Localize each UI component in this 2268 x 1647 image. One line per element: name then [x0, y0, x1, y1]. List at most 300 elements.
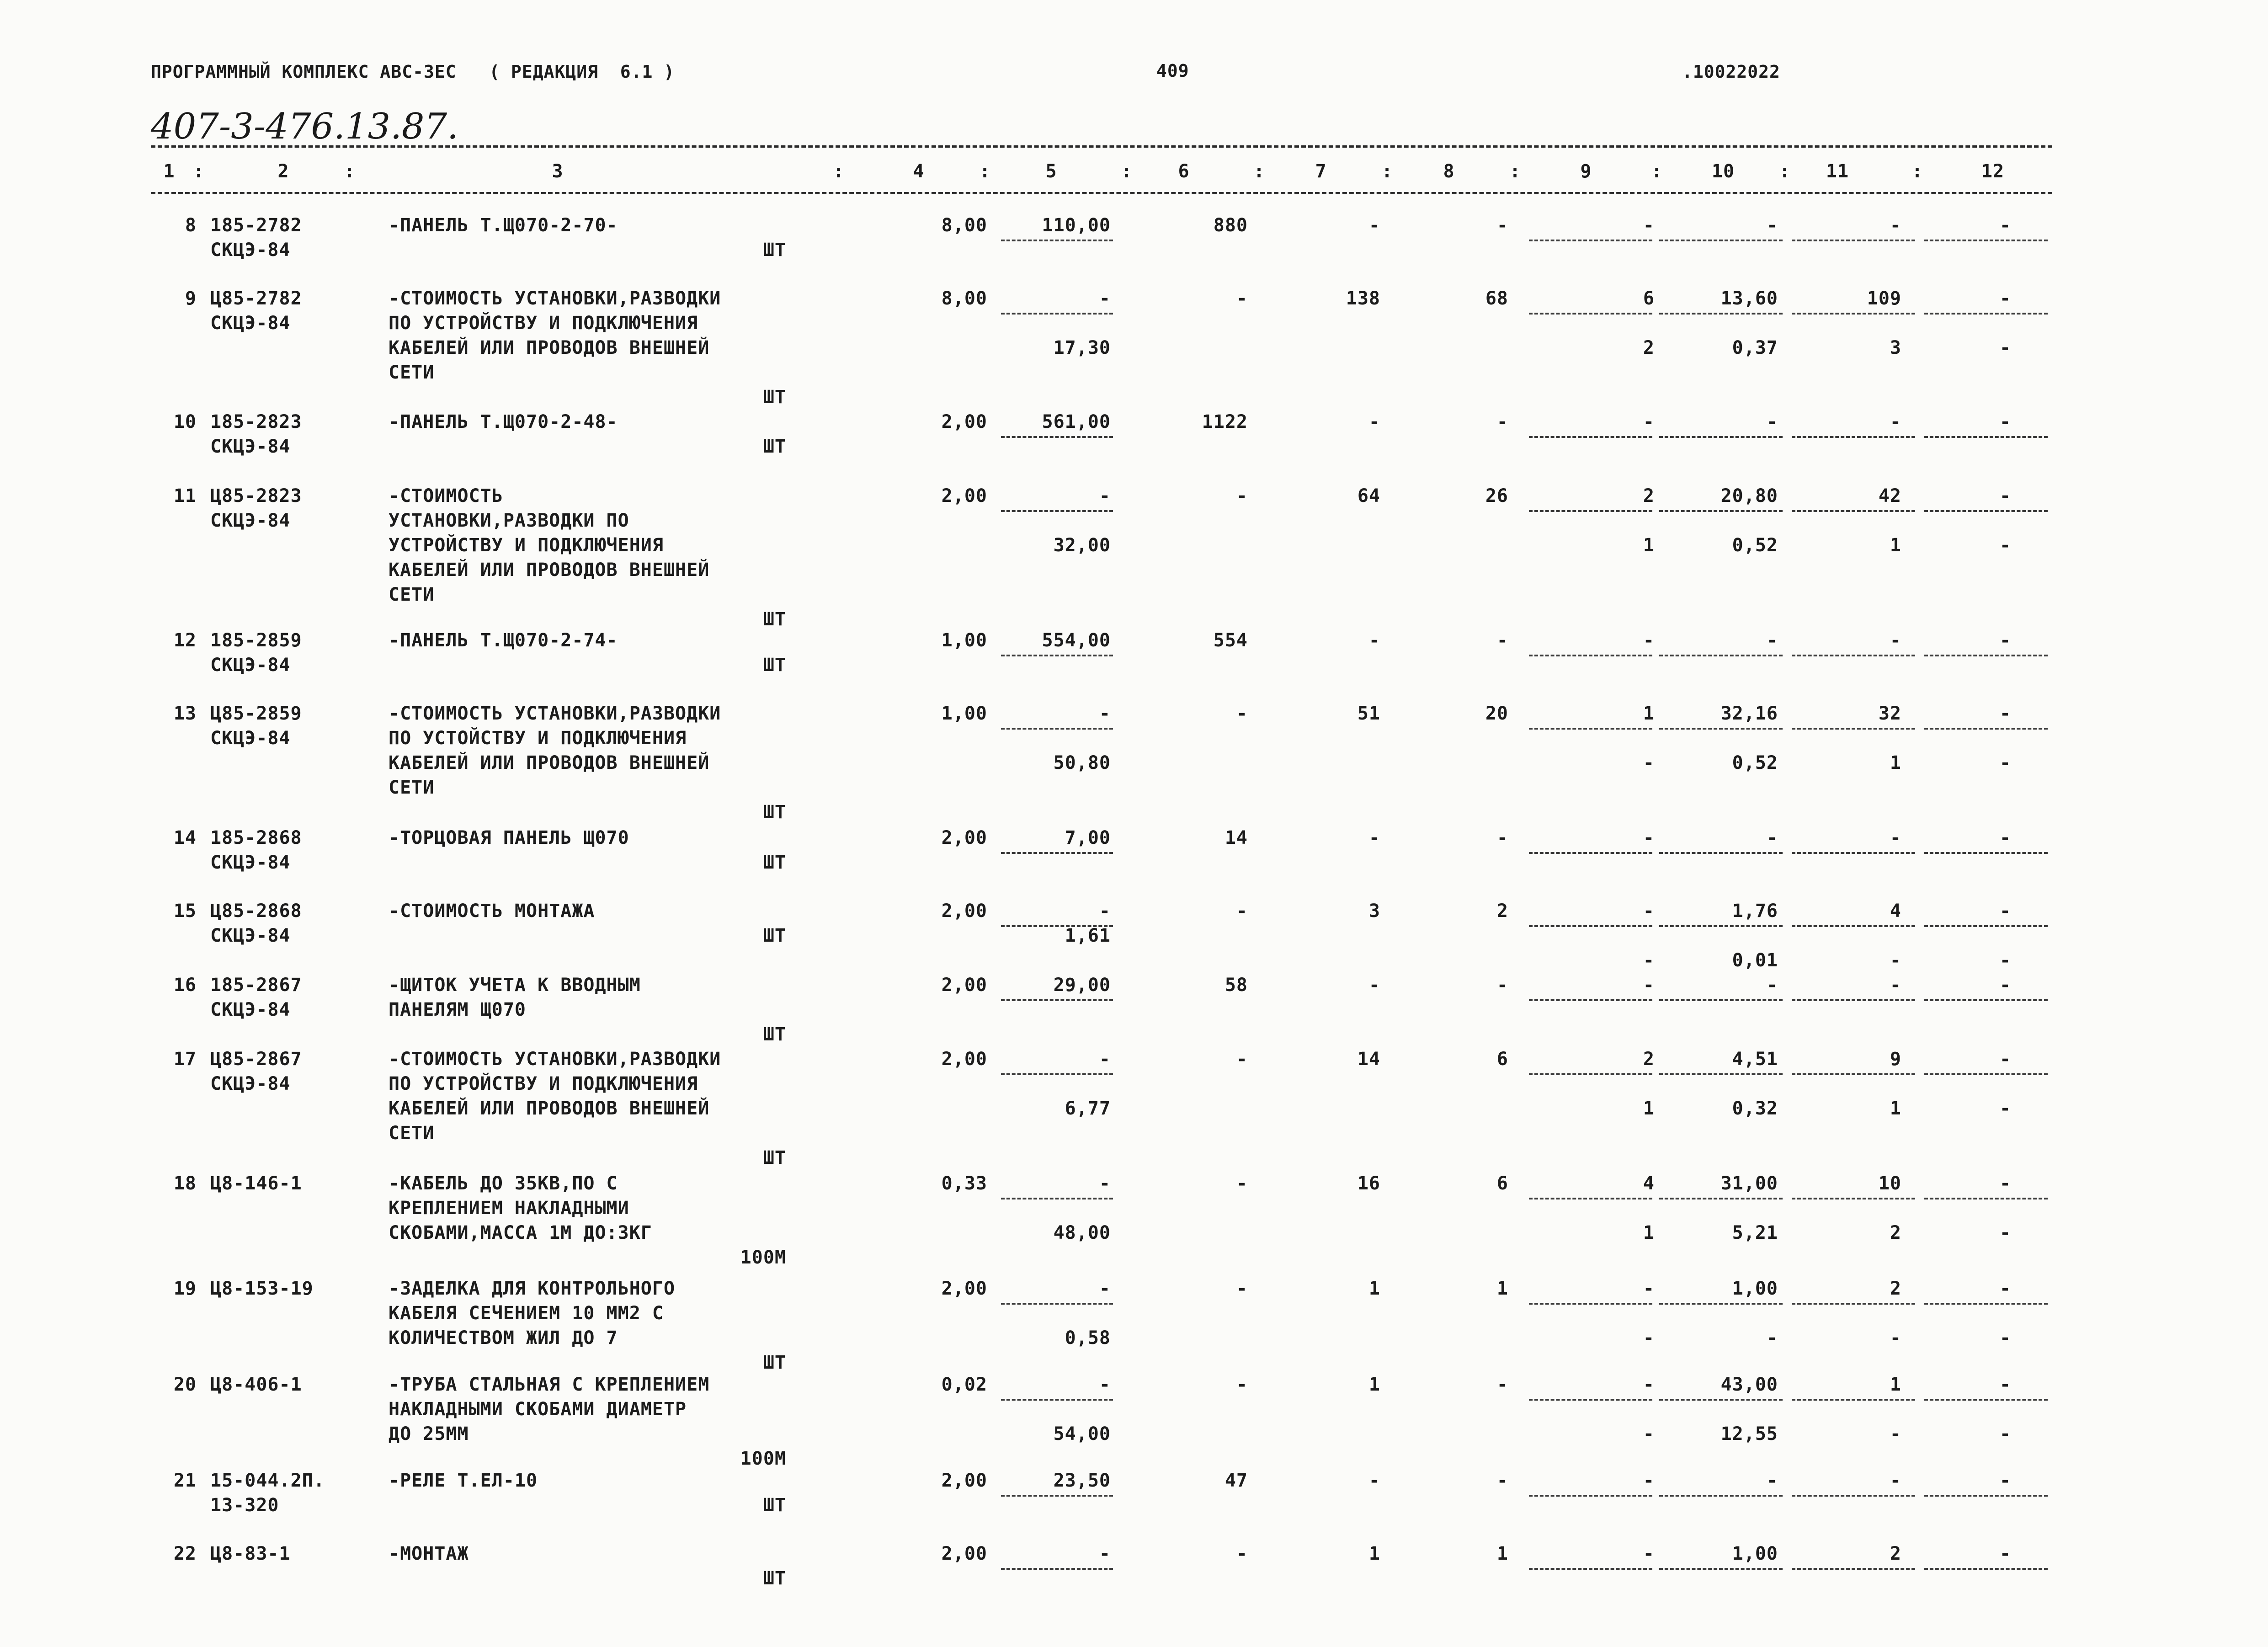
column-header-7: 7 — [1315, 161, 1327, 182]
row-number: 8 — [185, 215, 197, 236]
column-10-subvalue: 5,21 — [1732, 1222, 1778, 1243]
unit-price-wages: 48,00 — [1053, 1222, 1111, 1243]
cell-divider — [1001, 1303, 1113, 1305]
total-cost: 47 — [1225, 1470, 1248, 1491]
item-description: -МОНТАЖ — [389, 1543, 469, 1564]
column-7-value: - — [1368, 1470, 1380, 1491]
cell-divider — [1659, 436, 1783, 438]
cell-divider — [1529, 1198, 1652, 1199]
column-11-subvalue: - — [1890, 1327, 1901, 1349]
cell-divider — [1792, 1399, 1915, 1401]
column-9-value: - — [1643, 1278, 1655, 1299]
column-9-subvalue: 1 — [1643, 535, 1655, 556]
position-code: Ц8-83-1 — [210, 1543, 291, 1564]
position-code: СКЦЭ-84 — [210, 436, 291, 457]
cell-divider — [1001, 728, 1113, 730]
unit-price-wages: 6,77 — [1065, 1098, 1111, 1119]
row-number: 14 — [173, 827, 197, 848]
cell-divider — [1659, 1399, 1783, 1401]
cell-divider — [1659, 925, 1783, 927]
item-description: КОЛИЧЕСТВОМ ЖИЛ ДО 7 — [389, 1327, 618, 1349]
quantity: 2,00 — [941, 975, 987, 996]
item-description: -ЩИТОК УЧЕТА К ВВОДНЫМ — [389, 975, 641, 996]
unit-of-measure: ШТ — [763, 387, 786, 408]
column-9-subvalue: - — [1643, 950, 1655, 971]
cell-divider — [1001, 852, 1113, 854]
total-cost: - — [1236, 1173, 1248, 1194]
column-10-value: 20,80 — [1720, 485, 1778, 506]
column-10-subvalue: 0,37 — [1732, 337, 1778, 358]
item-description: ПО УСТРОЙСТВУ И ПОДКЛЮЧЕНИЯ — [389, 313, 698, 334]
column-10-value: 1,00 — [1732, 1278, 1778, 1299]
column-12-subvalue: - — [1999, 1423, 2011, 1444]
handwritten-project-number: 407-3-476.13.87. — [151, 106, 458, 147]
column-11-value: 109 — [1867, 288, 1901, 309]
column-12-subvalue: - — [1999, 950, 2011, 971]
column-10-value: 31,00 — [1720, 1173, 1778, 1194]
column-header-12: 12 — [1981, 161, 2005, 182]
column-9-value: 6 — [1643, 288, 1655, 309]
cell-divider — [1924, 1568, 2048, 1570]
column-10-subvalue: 0,52 — [1732, 535, 1778, 556]
item-description: -СТОИМОСТЬ МОНТАЖА — [389, 901, 595, 922]
row-number: 10 — [173, 411, 197, 432]
cell-divider — [1529, 1399, 1652, 1401]
column-8-value: 6 — [1496, 1173, 1508, 1194]
column-9-value: - — [1643, 411, 1655, 432]
item-description: -СТОИМОСТЬ — [389, 485, 503, 506]
column-header-5: 5 — [1045, 161, 1057, 182]
item-description: СЕТИ — [389, 584, 435, 605]
column-separator: : — [344, 161, 356, 182]
unit-of-measure: ШТ — [763, 1147, 786, 1168]
cell-divider — [1792, 1073, 1915, 1075]
cell-divider — [1924, 510, 2048, 512]
position-code: Ц8-406-1 — [210, 1374, 302, 1395]
column-separator: : — [1911, 161, 1923, 182]
total-cost: 880 — [1213, 215, 1248, 236]
cell-divider — [1659, 240, 1783, 241]
item-description: ПО УСТРОЙСТВУ И ПОДКЛЮЧЕНИЯ — [389, 1073, 698, 1094]
unit-price: - — [1099, 1173, 1111, 1194]
position-code: 185-2782 — [210, 215, 302, 236]
quantity: 2,00 — [941, 411, 987, 432]
item-description: -СТОИМОСТЬ УСТАНОВКИ,РАЗВОДКИ — [389, 1049, 721, 1070]
position-code: 185-2823 — [210, 411, 302, 432]
unit-price: 110,00 — [1042, 215, 1111, 236]
position-code: СКЦЭ-84 — [210, 313, 291, 334]
column-header-2: 2 — [277, 161, 289, 182]
unit-price-wages: 32,00 — [1053, 535, 1111, 556]
cell-divider — [1792, 852, 1915, 854]
cell-divider — [1792, 510, 1915, 512]
column-7-value: 1 — [1368, 1543, 1380, 1564]
total-cost: - — [1236, 1543, 1248, 1564]
column-8-value: - — [1496, 630, 1508, 651]
cell-divider — [1659, 1073, 1783, 1075]
column-10-value: 4,51 — [1732, 1049, 1778, 1070]
position-code: Ц85-2782 — [210, 288, 302, 309]
column-10-value: 43,00 — [1720, 1374, 1778, 1395]
item-description: КАБЕЛЕЙ ИЛИ ПРОВОДОВ ВНЕШНЕЙ — [389, 337, 710, 358]
column-9-subvalue: 1 — [1643, 1098, 1655, 1119]
header-rule — [151, 192, 2052, 194]
column-header-1: 1 — [163, 161, 175, 182]
cell-divider — [1792, 1568, 1915, 1570]
position-code: СКЦЭ-84 — [210, 999, 291, 1020]
cell-divider — [1924, 436, 2048, 438]
column-11-value: 42 — [1878, 485, 1901, 506]
unit-price: 561,00 — [1042, 411, 1111, 432]
item-description: НАКЛАДНЫМИ СКОБАМИ ДИАМЕТР — [389, 1399, 687, 1420]
column-10-value: - — [1766, 975, 1778, 996]
cell-divider — [1659, 999, 1783, 1001]
column-9-value: 4 — [1643, 1173, 1655, 1194]
unit-price-wages: 1,61 — [1065, 925, 1111, 946]
column-11-value: 10 — [1878, 1173, 1901, 1194]
position-code: Ц85-2868 — [210, 901, 302, 922]
total-cost: - — [1236, 901, 1248, 922]
quantity: 2,00 — [941, 1543, 987, 1564]
unit-price-wages: 50,80 — [1053, 752, 1111, 773]
cell-divider — [1001, 510, 1113, 512]
column-10-subvalue: 0,52 — [1732, 752, 1778, 773]
column-12-value: - — [1999, 1374, 2011, 1395]
column-8-value: - — [1496, 827, 1508, 848]
column-9-value: - — [1643, 827, 1655, 848]
unit-of-measure: ШТ — [763, 1568, 786, 1589]
cell-divider — [1001, 1495, 1113, 1497]
cell-divider — [1659, 655, 1783, 656]
unit-price: - — [1099, 485, 1111, 506]
cell-divider — [1659, 1198, 1783, 1199]
column-8-value: 20 — [1485, 703, 1508, 724]
row-number: 9 — [185, 288, 197, 309]
unit-price: - — [1099, 1543, 1111, 1564]
column-8-value: - — [1496, 975, 1508, 996]
column-11-value: 1 — [1890, 1374, 1901, 1395]
column-12-subvalue: - — [1999, 1327, 2011, 1349]
column-9-value: 2 — [1643, 485, 1655, 506]
item-description: СЕТИ — [389, 1123, 435, 1144]
cell-divider — [1792, 240, 1915, 241]
column-10-value: 32,16 — [1720, 703, 1778, 724]
column-7-value: - — [1368, 827, 1380, 848]
cell-divider — [1529, 1303, 1652, 1305]
cell-divider — [1792, 1303, 1915, 1305]
column-12-value: - — [1999, 703, 2011, 724]
row-number: 13 — [173, 703, 197, 724]
item-description: -СТОИМОСТЬ УСТАНОВКИ,РАЗВОДКИ — [389, 703, 721, 724]
position-code: 185-2868 — [210, 827, 302, 848]
unit-price: - — [1099, 901, 1111, 922]
column-separator: : — [193, 161, 205, 182]
column-separator: : — [1651, 161, 1663, 182]
item-description: СЕТИ — [389, 777, 435, 798]
unit-of-measure: ШТ — [763, 1352, 786, 1373]
column-7-value: - — [1368, 411, 1380, 432]
total-cost: - — [1236, 1374, 1248, 1395]
column-10-value: - — [1766, 1470, 1778, 1491]
cell-divider — [1659, 313, 1783, 314]
cell-divider — [1001, 999, 1113, 1001]
column-7-value: 3 — [1368, 901, 1380, 922]
total-cost: - — [1236, 1278, 1248, 1299]
column-7-value: 51 — [1357, 703, 1380, 724]
column-header-3: 3 — [552, 161, 564, 182]
cell-divider — [1659, 1495, 1783, 1497]
cell-divider — [1001, 1568, 1113, 1570]
column-11-value: - — [1890, 630, 1901, 651]
column-header-4: 4 — [913, 161, 925, 182]
cell-divider — [1529, 510, 1652, 512]
unit-of-measure: ШТ — [763, 609, 786, 630]
item-description: ДО 25ММ — [389, 1423, 469, 1444]
cell-divider — [1924, 1303, 2048, 1305]
column-11-subvalue: 1 — [1890, 535, 1901, 556]
unit-price: - — [1099, 288, 1111, 309]
column-11-value: 4 — [1890, 901, 1901, 922]
cell-divider — [1924, 1399, 2048, 1401]
column-8-value: - — [1496, 215, 1508, 236]
column-11-value: 9 — [1890, 1049, 1901, 1070]
position-code: 15-044.2П. — [210, 1470, 325, 1491]
item-description: КАБЕЛЕЙ ИЛИ ПРОВОДОВ ВНЕШНЕЙ — [389, 1098, 710, 1119]
position-code: СКЦЭ-84 — [210, 240, 291, 261]
quantity: 1,00 — [941, 630, 987, 651]
position-code: Ц85-2823 — [210, 485, 302, 506]
total-cost: 58 — [1225, 975, 1248, 996]
quantity: 2,00 — [941, 827, 987, 848]
column-9-subvalue: - — [1643, 752, 1655, 773]
unit-of-measure: ШТ — [763, 436, 786, 457]
cell-divider — [1529, 999, 1652, 1001]
column-10-value: 1,00 — [1732, 1543, 1778, 1564]
column-9-value: - — [1643, 1374, 1655, 1395]
total-cost: - — [1236, 485, 1248, 506]
total-cost: - — [1236, 288, 1248, 309]
quantity: 1,00 — [941, 703, 987, 724]
document-code: .10022022 — [1682, 62, 1780, 82]
column-header-10: 10 — [1711, 161, 1735, 182]
position-code: СКЦЭ-84 — [210, 852, 291, 873]
cell-divider — [1529, 728, 1652, 730]
cell-divider — [1924, 999, 2048, 1001]
column-7-value: 14 — [1357, 1049, 1380, 1070]
column-10-value: - — [1766, 630, 1778, 651]
column-10-value: - — [1766, 215, 1778, 236]
column-separator: : — [1509, 161, 1521, 182]
column-10-subvalue: - — [1766, 1327, 1778, 1349]
row-number: 22 — [173, 1543, 197, 1564]
column-12-value: - — [1999, 1470, 2011, 1491]
quantity: 2,00 — [941, 1278, 987, 1299]
column-7-value: 16 — [1357, 1173, 1380, 1194]
position-code: 13-320 — [210, 1495, 279, 1516]
column-9-value: - — [1643, 1543, 1655, 1564]
unit-of-measure: ШТ — [763, 240, 786, 261]
cell-divider — [1001, 1198, 1113, 1199]
unit-price: 7,00 — [1065, 827, 1111, 848]
column-7-value: 138 — [1346, 288, 1380, 309]
column-separator: : — [1253, 161, 1265, 182]
item-description: КАБЕЛЯ СЕЧЕНИЕМ 10 ММ2 С — [389, 1303, 664, 1324]
cell-divider — [1529, 1568, 1652, 1570]
column-11-value: - — [1890, 215, 1901, 236]
column-11-value: 2 — [1890, 1278, 1901, 1299]
column-7-value: 1 — [1368, 1374, 1380, 1395]
total-cost: 554 — [1213, 630, 1248, 651]
cell-divider — [1001, 655, 1113, 656]
quantity: 0,02 — [941, 1374, 987, 1395]
column-9-subvalue: - — [1643, 1327, 1655, 1349]
row-number: 17 — [173, 1049, 197, 1070]
column-7-value: - — [1368, 975, 1380, 996]
item-description: КАБЕЛЕЙ ИЛИ ПРОВОДОВ ВНЕШНЕЙ — [389, 560, 710, 581]
position-code: СКЦЭ-84 — [210, 1073, 291, 1094]
column-10-value: - — [1766, 411, 1778, 432]
cell-divider — [1529, 655, 1652, 656]
cell-divider — [1792, 1495, 1915, 1497]
unit-of-measure: ШТ — [763, 802, 786, 823]
column-12-subvalue: - — [1999, 1222, 2011, 1243]
cell-divider — [1001, 313, 1113, 314]
column-9-value: - — [1643, 1470, 1655, 1491]
row-number: 15 — [173, 901, 197, 922]
cell-divider — [1529, 240, 1652, 241]
row-number: 19 — [173, 1278, 197, 1299]
column-12-value: - — [1999, 215, 2011, 236]
column-12-value: - — [1999, 827, 2011, 848]
item-description: -ПАНЕЛЬ Т.Щ070-2-70- — [389, 215, 618, 236]
item-description: -РЕЛЕ Т.ЕЛ-10 — [389, 1470, 538, 1491]
unit-price: 554,00 — [1042, 630, 1111, 651]
unit-of-measure: ШТ — [763, 1495, 786, 1516]
total-cost: 14 — [1225, 827, 1248, 848]
column-separator: : — [1779, 161, 1791, 182]
column-10-value: - — [1766, 827, 1778, 848]
cell-divider — [1529, 925, 1652, 927]
column-10-subvalue: 12,55 — [1720, 1423, 1778, 1444]
column-12-value: - — [1999, 485, 2011, 506]
column-11-subvalue: - — [1890, 1423, 1901, 1444]
column-8-value: 1 — [1496, 1543, 1508, 1564]
column-separator: : — [833, 161, 845, 182]
column-11-value: - — [1890, 1470, 1901, 1491]
column-header-6: 6 — [1178, 161, 1190, 182]
column-12-subvalue: - — [1999, 1098, 2011, 1119]
column-9-value: 2 — [1643, 1049, 1655, 1070]
position-code: Ц85-2867 — [210, 1049, 302, 1070]
cell-divider — [1001, 240, 1113, 241]
unit-of-measure: ШТ — [763, 655, 786, 676]
column-11-subvalue: 1 — [1890, 752, 1901, 773]
cell-divider — [1924, 313, 2048, 314]
unit-of-measure: ШТ — [763, 852, 786, 873]
position-code: 185-2867 — [210, 975, 302, 996]
column-12-subvalue: - — [1999, 535, 2011, 556]
column-12-value: - — [1999, 411, 2011, 432]
cell-divider — [1924, 240, 2048, 241]
column-12-subvalue: - — [1999, 337, 2011, 358]
row-number: 21 — [173, 1470, 197, 1491]
column-12-value: - — [1999, 288, 2011, 309]
column-header-8: 8 — [1443, 161, 1455, 182]
column-10-value: 1,76 — [1732, 901, 1778, 922]
column-7-value: 64 — [1357, 485, 1380, 506]
unit-price-wages: 54,00 — [1053, 1423, 1111, 1444]
column-12-value: - — [1999, 1278, 2011, 1299]
item-description: СКОБАМИ,МАССА 1М ДО:3КГ — [389, 1222, 652, 1243]
column-7-value: - — [1368, 215, 1380, 236]
quantity: 2,00 — [941, 485, 987, 506]
quantity: 8,00 — [941, 288, 987, 309]
column-11-value: - — [1890, 411, 1901, 432]
item-description: СЕТИ — [389, 362, 435, 383]
column-separator: : — [1381, 161, 1393, 182]
column-separator: : — [1121, 161, 1133, 182]
unit-of-measure: 100М — [740, 1448, 786, 1469]
column-9-subvalue: 1 — [1643, 1222, 1655, 1243]
quantity: 8,00 — [941, 215, 987, 236]
unit-price: - — [1099, 1374, 1111, 1395]
quantity: 2,00 — [941, 1470, 987, 1491]
cell-divider — [1659, 728, 1783, 730]
column-8-value: 68 — [1485, 288, 1508, 309]
item-description: -ТОРЦОВАЯ ПАНЕЛЬ Щ070 — [389, 827, 629, 848]
column-12-subvalue: - — [1999, 752, 2011, 773]
unit-price: - — [1099, 1278, 1111, 1299]
row-number: 11 — [173, 485, 197, 506]
item-description: КРЕПЛЕНИЕМ НАКЛАДНЫМИ — [389, 1198, 629, 1219]
position-code: Ц8-153-19 — [210, 1278, 314, 1299]
item-description: ПО УСТОЙСТВУ И ПОДКЛЮЧЕНИЯ — [389, 728, 687, 749]
cell-divider — [1001, 1073, 1113, 1075]
page-number: 409 — [1156, 61, 1189, 81]
total-cost: - — [1236, 703, 1248, 724]
column-7-value: - — [1368, 630, 1380, 651]
item-description: ПАНЕЛЯМ Щ070 — [389, 999, 526, 1020]
column-8-value: 26 — [1485, 485, 1508, 506]
row-number: 12 — [173, 630, 197, 651]
column-header-9: 9 — [1580, 161, 1592, 182]
unit-price-wages: 17,30 — [1053, 337, 1111, 358]
column-9-value: 1 — [1643, 703, 1655, 724]
cell-divider — [1792, 999, 1915, 1001]
row-number: 16 — [173, 975, 197, 996]
cell-divider — [1924, 925, 2048, 927]
cell-divider — [1001, 1399, 1113, 1401]
cell-divider — [1924, 852, 2048, 854]
unit-price: - — [1099, 703, 1111, 724]
column-12-value: - — [1999, 630, 2011, 651]
cell-divider — [1924, 1073, 2048, 1075]
column-10-value: 13,60 — [1720, 288, 1778, 309]
position-code: СКЦЭ-84 — [210, 728, 291, 749]
column-11-value: 2 — [1890, 1543, 1901, 1564]
item-description: КАБЕЛЕЙ ИЛИ ПРОВОДОВ ВНЕШНЕЙ — [389, 752, 710, 773]
column-8-value: 2 — [1496, 901, 1508, 922]
column-header-11: 11 — [1826, 161, 1849, 182]
unit-of-measure: ШТ — [763, 925, 786, 946]
unit-of-measure: ШТ — [763, 1024, 786, 1045]
quantity: 0,33 — [941, 1173, 987, 1194]
column-10-subvalue: 0,32 — [1732, 1098, 1778, 1119]
unit-price-wages: 0,58 — [1065, 1327, 1111, 1349]
column-8-value: 1 — [1496, 1278, 1508, 1299]
unit-price: 23,50 — [1053, 1470, 1111, 1491]
position-code: СКЦЭ-84 — [210, 925, 291, 946]
